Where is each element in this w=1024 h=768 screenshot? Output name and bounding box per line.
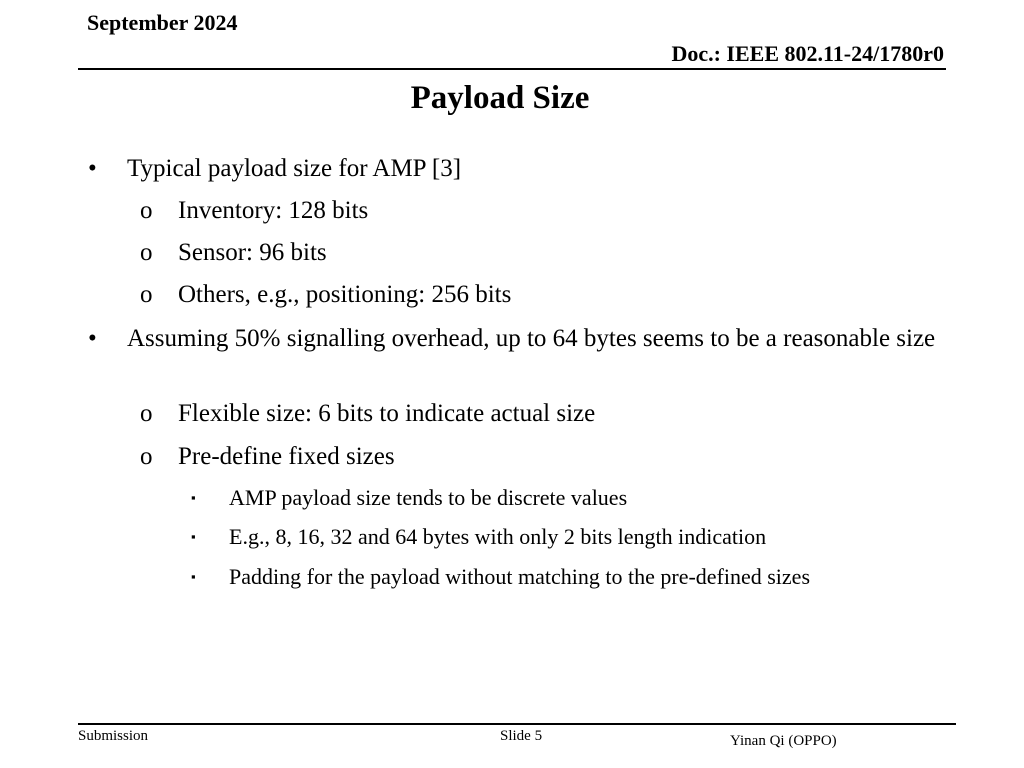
bullet-text: Sensor: 96 bits (178, 239, 327, 266)
bullet-marker: • (88, 155, 97, 182)
bullet-marker: o (140, 281, 153, 308)
bullet-text: Flexible size: 6 bits to indicate actual size (178, 400, 596, 427)
bullet-marker: o (140, 197, 153, 224)
bullet-marker: • (88, 325, 97, 352)
bullet-text: Inventory: 128 bits (178, 197, 369, 224)
header-divider (78, 68, 946, 70)
footer-author: Yinan Qi (OPPO) (730, 733, 837, 749)
bullet-marker: o (140, 443, 153, 470)
slide-title: Payload Size (410, 80, 590, 116)
bullet-text: Pre-define fixed sizes (178, 443, 395, 470)
bullet-marker: o (140, 239, 153, 266)
bullet-text: AMP payload size tends to be discrete values (229, 485, 628, 510)
bullet-text: Others, e.g., positioning: 256 bits (178, 281, 512, 308)
bullet-text: Padding for the payload without matching to the pre-defined sizes (229, 564, 811, 589)
header-date: September 2024 (87, 10, 238, 35)
bullet-text: Assuming 50% signalling overhead, up to 64 bytes seems to be a reasonable size (127, 325, 936, 352)
bullet-marker: o (140, 400, 153, 427)
footer-divider (78, 723, 956, 725)
footer-slide-number: Slide 5 (500, 728, 543, 744)
header-doc-id: Doc.: IEEE 802.11-24/1780r0 (671, 41, 944, 66)
footer-submission: Submission (78, 728, 149, 744)
bullet-marker: ▪ (191, 569, 196, 584)
bullet-text: E.g., 8, 16, 32 and 64 bytes with only 2 bits length indication (229, 524, 767, 549)
bullet-marker: ▪ (191, 529, 196, 544)
bullet-text: Typical payload size for AMP [3] (127, 155, 462, 182)
bullet-marker: ▪ (191, 490, 196, 505)
